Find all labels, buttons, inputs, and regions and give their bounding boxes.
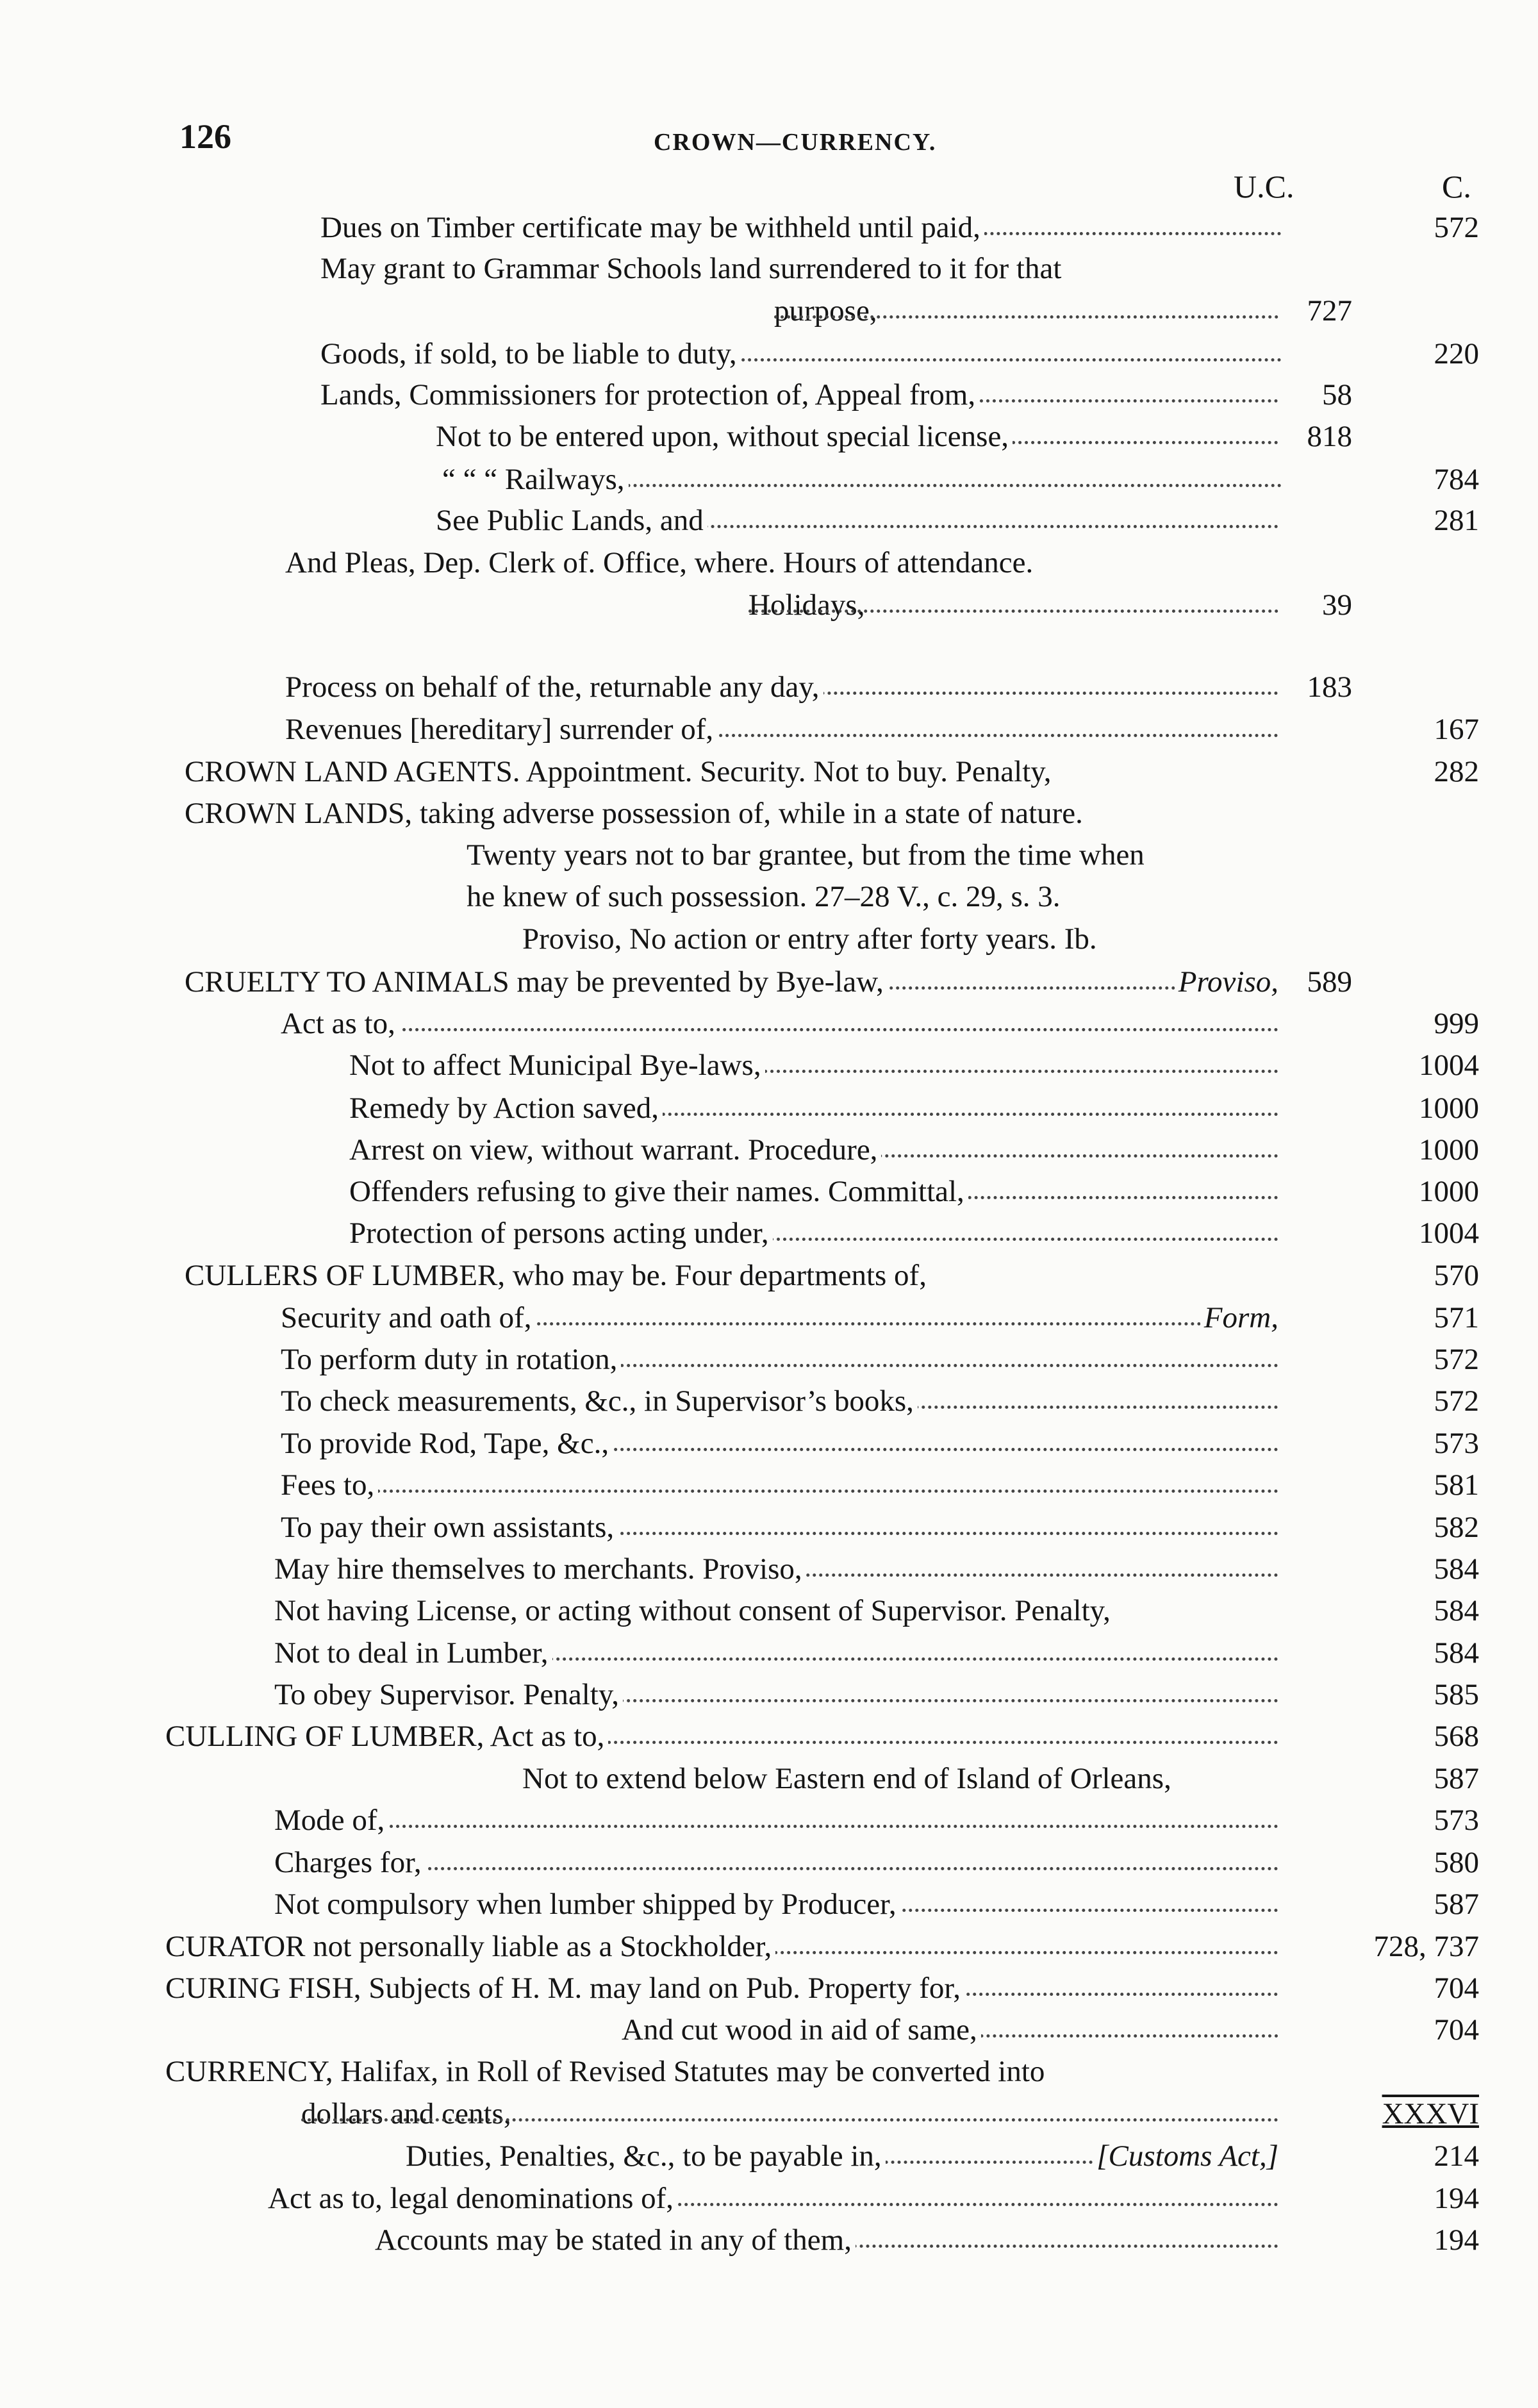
- entry-text: Not having License, or acting without consent of Supervisor. Penalty,: [274, 1594, 1114, 1627]
- index-entry: [442, 459, 1282, 500]
- page-ref-c: 573: [1434, 1427, 1479, 1460]
- index-entry: [349, 1213, 1278, 1254]
- entry-text: CULLERS OF LUMBER, who may be. Four departments of,: [185, 1259, 930, 1292]
- page-ref-c: 1000: [1419, 1133, 1479, 1167]
- index-entry: [281, 1339, 1278, 1380]
- dot-leader: [748, 610, 1278, 613]
- entry-text: And Pleas, Dep. Clerk of. Office, where. Hours of attendance.: [285, 546, 1037, 579]
- page-ref-c: 572: [1434, 211, 1479, 244]
- page-ref-uc: 589: [1307, 965, 1352, 999]
- index-entry: [349, 1129, 1278, 1170]
- page-ref-c: 584: [1434, 1552, 1479, 1586]
- page-ref-c: 580: [1434, 1846, 1479, 1879]
- entry-text: Offenders refusing to give their names. Committal,: [349, 1175, 968, 1208]
- entry-text: May grant to Grammar Schools land surrendered to it for that: [320, 252, 1065, 285]
- page-ref-c: 194: [1434, 2182, 1479, 2215]
- running-head: CROWN—CURRENCY.: [654, 129, 937, 156]
- entry-text: CRUELTY TO ANIMALS may be prevented by Bye-law,: [185, 965, 888, 999]
- entry-text: Arrest on view, without warrant. Procedure,: [349, 1133, 881, 1167]
- page-ref-c: 587: [1434, 1888, 1479, 1921]
- entry-text: Twenty years not to bar grantee, but from the time when: [467, 838, 1148, 872]
- entry-text: CROWN LANDS, taking adverse possession of, while in a state of nature.: [185, 797, 1087, 830]
- entry-text: Not to extend below Eastern end of Island of Orleans,: [522, 1762, 1175, 1795]
- page-ref-c: 573: [1434, 1804, 1479, 1837]
- index-entry: [185, 1255, 1278, 1296]
- index-entry: [281, 1003, 1278, 1044]
- page-ref-uc: 39: [1322, 588, 1352, 622]
- entry-text: To obey Supervisor. Penalty,: [274, 1678, 623, 1711]
- index-entry: [622, 2009, 1278, 2050]
- entry-text: To provide Rod, Tape, &c.,: [281, 1427, 613, 1460]
- index-entry: [165, 2051, 1285, 2092]
- entry-text: CURRENCY, Halifax, in Roll of Revised Statutes may be converted into: [165, 2055, 1048, 2088]
- index-entry: [274, 1842, 1278, 1883]
- entry-text: Dues on Timber certificate may be withheld until paid,: [320, 211, 984, 244]
- dot-leader: [774, 315, 1278, 319]
- entry-text: To check measurements, &c., in Supervisor’s books,: [281, 1384, 918, 1418]
- page-ref-c: 704: [1434, 2013, 1479, 2047]
- index-entry: [285, 667, 1278, 708]
- page-ref-c: 584: [1434, 1594, 1479, 1627]
- entry-text: Act as to,: [281, 1007, 399, 1040]
- index-entry: [406, 2136, 1278, 2177]
- index-entry: [375, 2220, 1278, 2261]
- entry-tail: Form,: [1200, 1297, 1278, 1338]
- index-entry: [185, 793, 1282, 834]
- page-ref-c: 1004: [1419, 1216, 1479, 1250]
- entry-text: Accounts may be stated in any of them,: [375, 2223, 856, 2257]
- entry-text: Not to be entered upon, without special license,: [436, 420, 1013, 453]
- entry-tail: [Customs Act,]: [1093, 2136, 1278, 2177]
- entry-text: And cut wood in aid of same,: [622, 2013, 981, 2047]
- index-entry: [467, 876, 1282, 917]
- entry-text: Security and oath of,: [281, 1301, 536, 1334]
- page-ref-c: 572: [1434, 1343, 1479, 1376]
- page-ref-uc: 183: [1307, 670, 1352, 704]
- page-number: 126: [179, 117, 231, 156]
- page-ref-c: 1000: [1419, 1175, 1479, 1208]
- index-entry: [522, 918, 1282, 959]
- entry-tail: Proviso,: [1175, 961, 1278, 1002]
- entry-text: Charges for,: [274, 1846, 426, 1879]
- index-entry: [522, 1758, 1278, 1799]
- index-entry: [274, 1549, 1278, 1590]
- entry-continuation: [748, 585, 1278, 626]
- page-ref-c: 584: [1434, 1636, 1479, 1670]
- index-entry: [165, 1968, 1278, 2009]
- page-ref-c: XXXVI: [1382, 2097, 1479, 2130]
- entry-text: CURATOR not personally liable as a Stockholder,: [165, 1930, 775, 1963]
- entry-text: Lands, Commissioners for protection of, Appeal from,: [320, 378, 979, 411]
- page-ref-c: 587: [1434, 1762, 1479, 1795]
- entry-text: Remedy by Action saved,: [349, 1092, 663, 1125]
- entry-text: Mode of,: [274, 1804, 388, 1837]
- page-ref-uc: 818: [1307, 420, 1352, 453]
- index-entry: [274, 1884, 1278, 1925]
- index-entry: [268, 2178, 1278, 2219]
- page-ref-c: 1000: [1419, 1092, 1479, 1125]
- page-ref-c: 572: [1434, 1384, 1479, 1418]
- entry-text: Goods, if sold, to be liable to duty,: [320, 337, 741, 370]
- entry-text: Proviso, No action or entry after forty years. Ib.: [522, 922, 1101, 956]
- index-entry: [349, 1171, 1278, 1212]
- entry-text: Protection of persons acting under,: [349, 1216, 773, 1250]
- index-entry: [285, 542, 1278, 583]
- entry-text: CURING FISH, Subjects of H. M. may land on Pub. Property for,: [165, 1972, 964, 2005]
- entry-text: “ “ “ Railways,: [442, 463, 629, 496]
- entry-continuation-text: Holidays,: [748, 588, 865, 622]
- page-ref-c: 194: [1434, 2223, 1479, 2257]
- page-ref-c: 581: [1434, 1468, 1479, 1502]
- entry-text: Duties, Penalties, &c., to be payable in,: [406, 2139, 886, 2173]
- page-ref-c: 784: [1434, 463, 1479, 496]
- entry-text: Not to affect Municipal Bye-laws,: [349, 1049, 765, 1082]
- page-ref-c: 281: [1434, 504, 1479, 537]
- entry-text: CULLING OF LUMBER, Act as to,: [165, 1720, 608, 1753]
- index-entry: [436, 416, 1278, 457]
- page-ref-c: 999: [1434, 1007, 1479, 1040]
- index-entry: [185, 961, 1278, 1002]
- index-entry: [320, 374, 1278, 415]
- page-ref-uc: 727: [1307, 294, 1352, 328]
- index-entry: [467, 834, 1282, 876]
- entry-text: he knew of such possession. 27–28 V., c. 29, s. 3.: [467, 880, 1064, 913]
- entry-text: See Public Lands, and: [436, 504, 707, 537]
- index-entry: [349, 1045, 1278, 1086]
- entry-continuation-text: purpose,: [774, 294, 877, 328]
- entry-text: To perform duty in rotation,: [281, 1343, 621, 1376]
- entry-text: Act as to, legal denominations of,: [268, 2182, 677, 2215]
- entry-text: May hire themselves to merchants. Proviso,: [274, 1552, 806, 1586]
- page-ref-c: 704: [1434, 1972, 1479, 2005]
- index-entry: [281, 1465, 1278, 1506]
- entry-text: To pay their own assistants,: [281, 1511, 618, 1544]
- dot-leader: [281, 1028, 1278, 1031]
- index-entry: [185, 751, 1410, 792]
- page-ref-c: 214: [1434, 2139, 1479, 2173]
- page-ref-uc: 58: [1322, 378, 1352, 411]
- index-entry: [349, 1088, 1278, 1129]
- dot-leader: [274, 1825, 1278, 1828]
- entry-continuation: [774, 290, 1278, 331]
- dot-leader: [281, 1490, 1278, 1493]
- index-entry: [274, 1800, 1278, 1841]
- entry-text: Revenues [hereditary] surrender of,: [285, 713, 717, 746]
- page-ref-c: 220: [1434, 337, 1479, 370]
- entry-text: Process on behalf of the, returnable any day,: [285, 670, 823, 704]
- page-ref-c: 728, 737: [1373, 1930, 1479, 1963]
- column-head-uc: U.C.: [1234, 169, 1294, 204]
- index-entry: [281, 1507, 1278, 1548]
- index-entry: [165, 1926, 1278, 1967]
- entry-continuation: [301, 2093, 1278, 2134]
- index-entry: [320, 248, 1282, 289]
- entry-text: Fees to,: [281, 1468, 378, 1502]
- page-ref-c: 585: [1434, 1678, 1479, 1711]
- index-entry: [165, 1716, 1278, 1757]
- index-entry: [274, 1590, 1278, 1631]
- page-ref-c: 570: [1434, 1259, 1479, 1292]
- page-ref-c: 282: [1434, 755, 1479, 788]
- page-ref-c: 167: [1434, 713, 1479, 746]
- entry-continuation-text: dollars and cents,: [301, 2097, 511, 2130]
- entry-text: CROWN LAND AGENTS. Appointment. Security. Not to buy. Penalty,: [185, 755, 1055, 788]
- entry-text: Not to deal in Lumber,: [274, 1636, 552, 1670]
- dot-leader: [301, 2118, 1278, 2122]
- page-ref-c: 1004: [1419, 1049, 1479, 1082]
- index-entry: [281, 1423, 1278, 1464]
- index-entry: [320, 333, 1282, 374]
- page-ref-c: 571: [1434, 1301, 1479, 1334]
- index-entry: [436, 500, 1278, 541]
- column-head-c: C.: [1442, 169, 1471, 204]
- index-entry: [281, 1381, 1278, 1422]
- page-ref-c: 582: [1434, 1511, 1479, 1544]
- index-entry: [281, 1297, 1278, 1338]
- page-ref-c: 568: [1434, 1720, 1479, 1753]
- index-entry: [274, 1674, 1278, 1715]
- entry-text: Not compulsory when lumber shipped by Producer,: [274, 1888, 900, 1921]
- index-entry: [285, 709, 1278, 750]
- index-entry: [274, 1632, 1278, 1673]
- index-entry: [320, 207, 1282, 248]
